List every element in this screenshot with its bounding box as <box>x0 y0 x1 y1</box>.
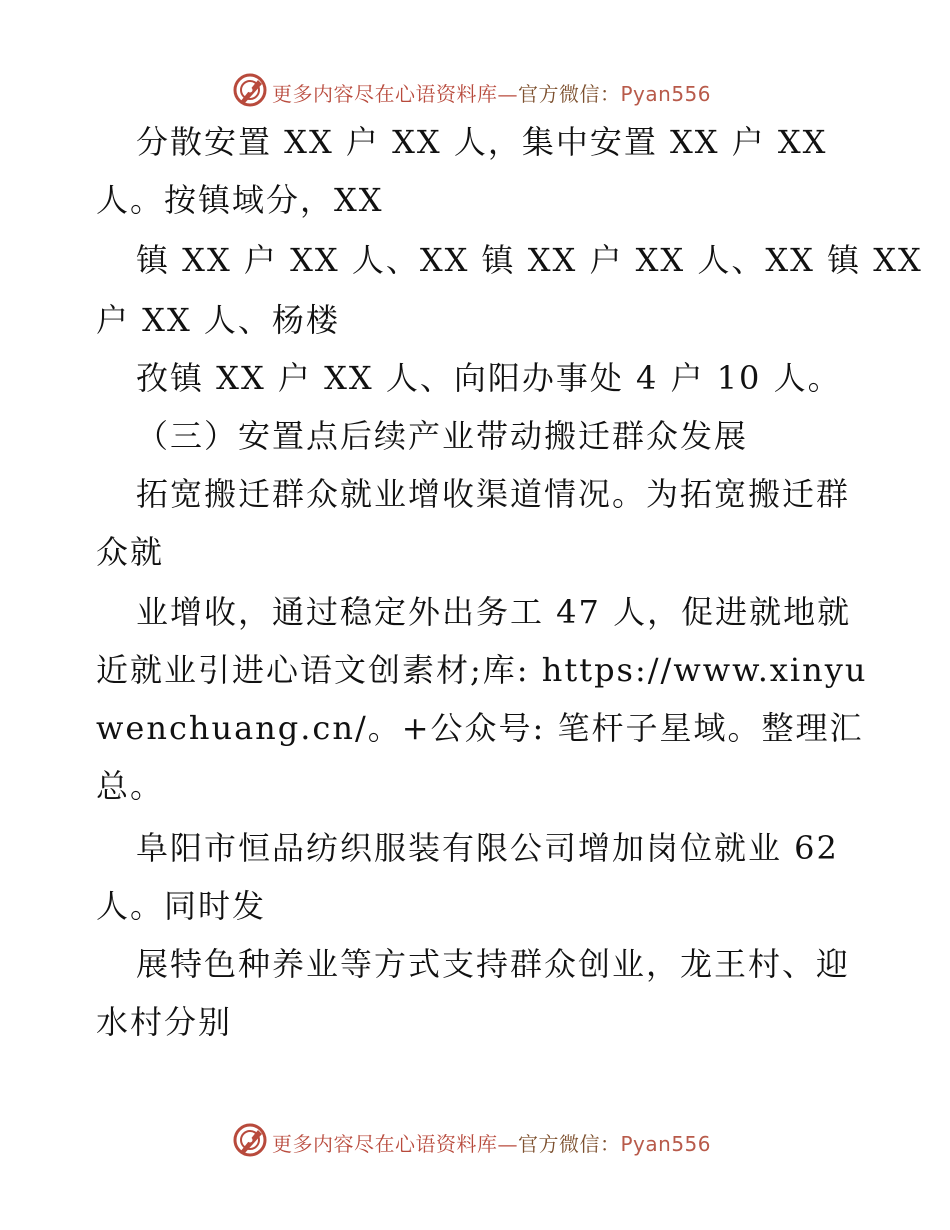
banner-id-text: Pyan556 <box>620 82 712 106</box>
header-banner <box>0 70 950 110</box>
pen-logo-icon <box>232 1122 268 1158</box>
banner-id-text: Pyan556 <box>620 1132 712 1156</box>
text-line: 阜阳市恒品纺织服装有限公司增加岗位就业 62 <box>136 829 839 867</box>
banner-text <box>272 78 711 107</box>
text-line: 总。 <box>96 767 165 805</box>
section-heading: （三）安置点后续产业带动搬迁群众发展 <box>136 417 749 455</box>
text-line: 镇 XX 户 XX 人、XX 镇 XX 户 XX 人、XX 镇 XX <box>136 241 923 279</box>
text-line: 近就业引进心语文创素材;库: https://www.xinyu <box>96 651 868 689</box>
text-line: 众就 <box>96 533 165 571</box>
text-line: 水村分别 <box>96 1003 233 1041</box>
pen-logo-icon <box>232 72 268 108</box>
text-line: 分散安置 XX 户 XX 人，集中安置 XX 户 XX <box>136 123 828 161</box>
text-line: 户 XX 人、杨楼 <box>96 301 340 339</box>
footer-banner <box>0 1120 950 1160</box>
text-line: 人。按镇域分，XX <box>96 181 384 219</box>
text-line: wenchuang.cn/。+公众号: 笔杆子星域。整理汇 <box>96 709 864 747</box>
banner-sub-text: 官方微信： <box>518 82 621 106</box>
banner-main-text: 更多内容尽在心语资料库 <box>272 1132 498 1156</box>
text-line: 展特色种养业等方式支持群众创业，龙王村、迎 <box>136 945 851 983</box>
text-line: 孜镇 XX 户 XX 人、向阳办事处 4 户 10 人。 <box>136 359 842 397</box>
text-line: 业增收，通过稳定外出务工 47 人，促进就地就 <box>136 593 852 631</box>
banner-sub-text: 官方微信： <box>518 1132 621 1156</box>
banner-main-text: 更多内容尽在心语资料库 <box>272 82 498 106</box>
banner-dash: — <box>497 1132 518 1156</box>
banner-text <box>272 1128 711 1157</box>
banner-dash: — <box>497 82 518 106</box>
text-line: 人。同时发 <box>96 887 267 925</box>
text-line: 拓宽搬迁群众就业增收渠道情况。为拓宽搬迁群 <box>136 475 851 513</box>
